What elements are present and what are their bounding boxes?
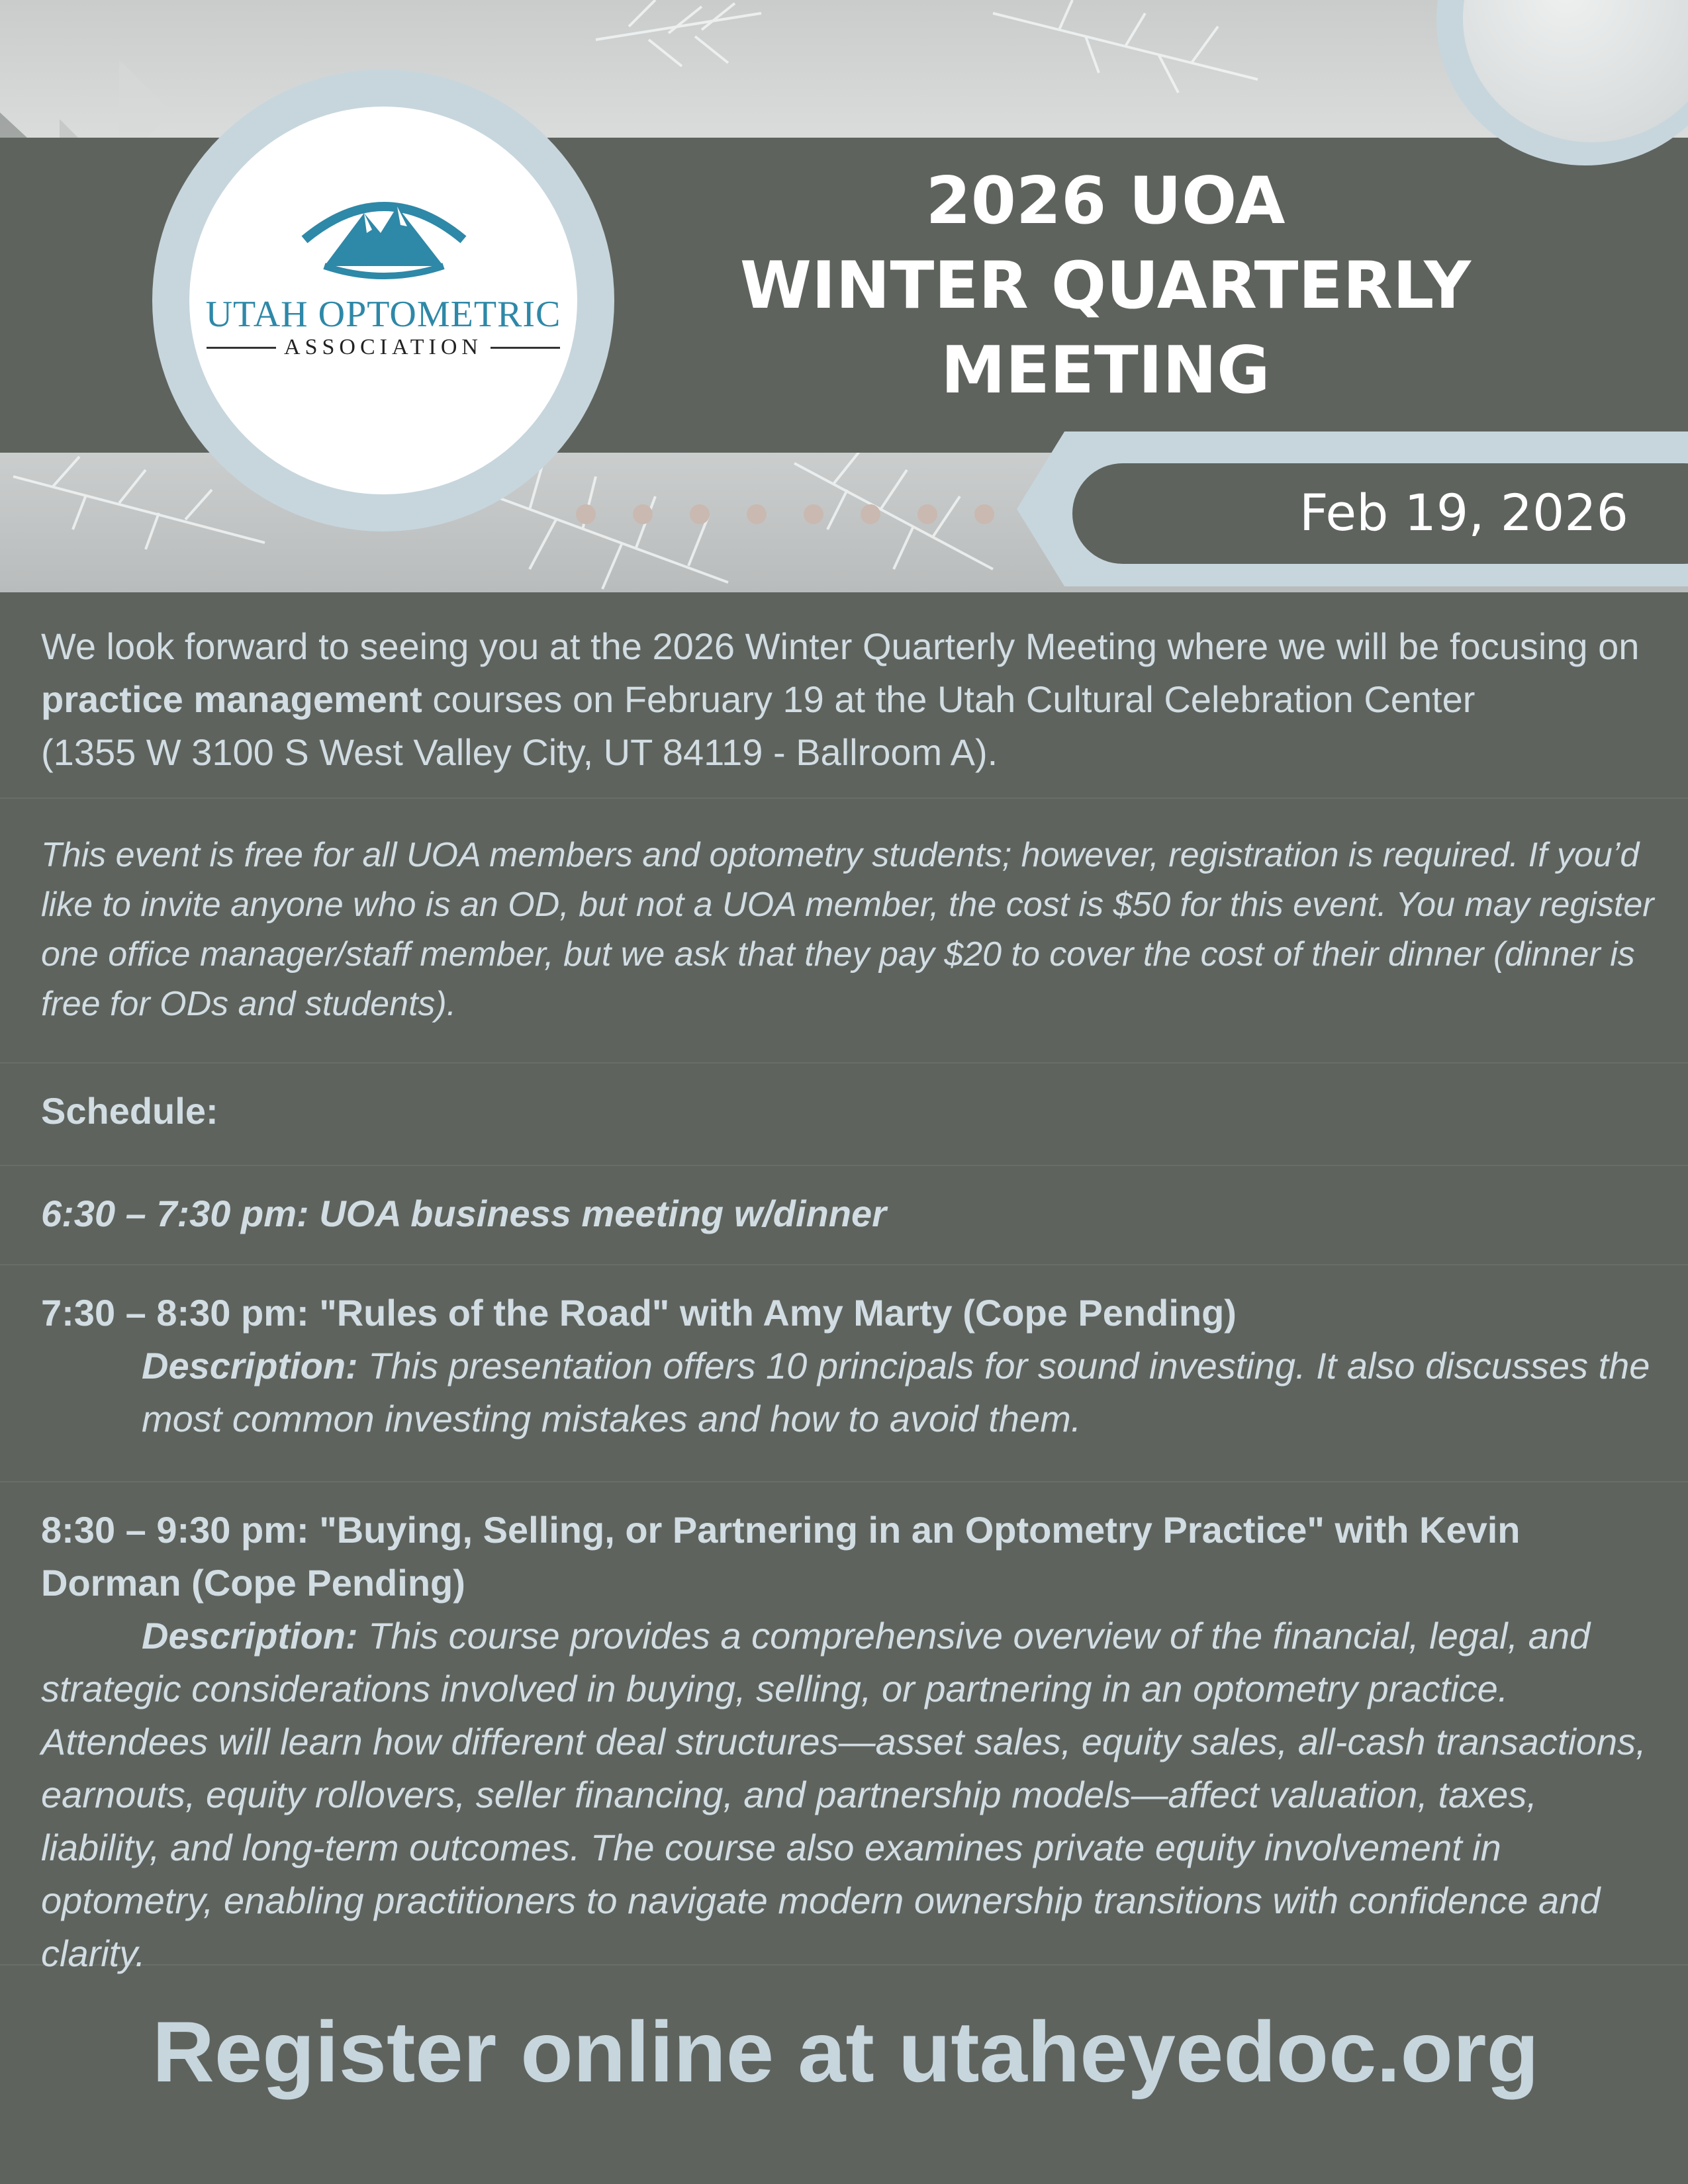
schedule-item-2-description — [41, 1340, 1656, 1445]
event-date: Feb 19, 2026 — [1299, 483, 1628, 542]
dot — [861, 504, 880, 524]
schedule-heading-section — [0, 1062, 1688, 1166]
description-text: This presentation offers 10 principals for sound investing. It also discusses the most common investing mistakes and how to avoid them. — [142, 1345, 1650, 1439]
schedule-item-1 — [0, 1165, 1688, 1265]
dot — [690, 504, 710, 524]
intro-line-3: (1355 W 3100 S West Valley City, UT 84119 - Ballroom A). — [41, 731, 998, 773]
schedule-item-2 — [0, 1264, 1688, 1482]
description-label: Description: — [142, 1615, 358, 1657]
dot — [576, 504, 596, 524]
schedule-item-1-title: 6:30 – 7:30 pm: UOA business meeting w/dinner — [41, 1193, 886, 1234]
logo-subtitle-row — [199, 331, 568, 364]
dot — [747, 504, 767, 524]
intro-line-2 — [41, 673, 1656, 726]
pricing-note: This event is free for all UOA members and optometry students; however, registration is required. If you’d like to invite anyone who is an OD, but not a UOA member, the cost is $50 for this event. You may register one office manager/staff member, but we ask that they pay $20 to cover the cost of their dinner (dinner is free for ODs and students). — [41, 836, 1654, 1023]
title-line-2: WINTER QUARTERLY — [739, 248, 1472, 324]
pricing-note-section — [0, 797, 1688, 1064]
description-text: This course provides a comprehensive overview of the financial, legal, and strategic considerations involved in buying, selling, or partnering in an optometry practice. Attendees will learn how different deal structures—asset sales, equity sales, all-cash transactions, earnouts, equity rollovers, seller financing, and partnership models—affect valuation, taxes, liability, and long-term outcomes. The course also examines private equity involvement in optometry, enabling practitioners to navigate modern ownership transitions with confidence and clarity. — [41, 1615, 1646, 1974]
intro-text — [41, 620, 1656, 779]
page-title — [662, 159, 1549, 413]
schedule-heading: Schedule: — [41, 1090, 218, 1132]
logo-subtitle: ASSOCIATION — [284, 335, 483, 359]
intro-bold: practice management — [41, 678, 422, 720]
dot — [974, 504, 994, 524]
schedule-item-2-title: 7:30 – 8:30 pm: "Rules of the Road" with Amy Marty (Cope Pending) — [41, 1292, 1237, 1334]
dot — [633, 504, 653, 524]
mountain-eye-icon — [298, 187, 470, 279]
decorative-dots — [576, 504, 994, 524]
dot — [804, 504, 823, 524]
schedule-item-3-title: 8:30 – 9:30 pm: "Buying, Selling, or Partnering in an Optometry Practice" with Kevin Dorman (Cope Pending) — [41, 1509, 1521, 1604]
logo-rule-right — [491, 347, 560, 349]
schedule-item-3 — [0, 1481, 1688, 1974]
title-line-3: MEETING — [941, 333, 1270, 408]
schedule-item-3-description — [41, 1610, 1656, 1980]
title-line-1: 2026 UOA — [925, 163, 1286, 239]
intro-line-1: We look forward to seeing you at the 2026 Winter Quarterly Meeting where we will be focusing on — [41, 625, 1640, 667]
description-label: Description: — [142, 1345, 358, 1387]
header-banner — [0, 0, 1688, 592]
intro-line-2-rest: courses on February 19 at the Utah Cultural Celebration Center — [422, 678, 1476, 720]
register-cta: Register online at utaheyedoc.org — [152, 2003, 1539, 2100]
intro-section — [0, 592, 1688, 799]
logo-rule-left — [207, 347, 276, 349]
logo-name: UTAH OPTOMETRIC — [205, 294, 561, 335]
dot — [917, 504, 937, 524]
